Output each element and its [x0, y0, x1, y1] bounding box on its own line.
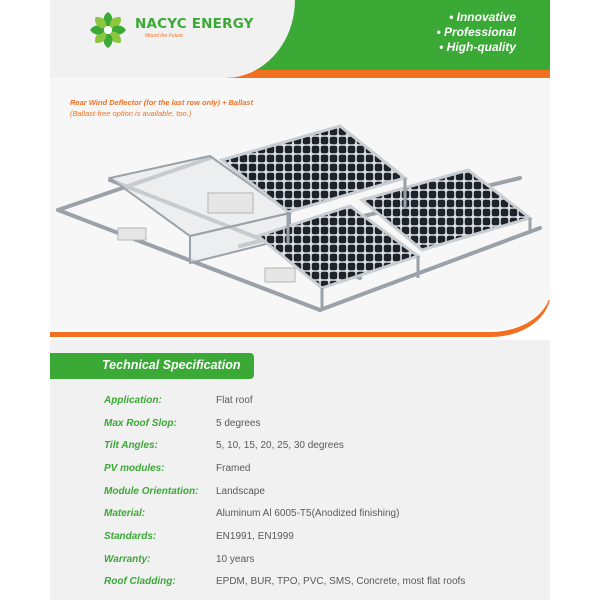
header-banner	[50, 0, 550, 78]
spec-value-module-orientation: Landscape	[216, 486, 265, 497]
leaf-logo-icon	[88, 10, 128, 50]
tagline-high-quality: • High-quality	[439, 40, 516, 54]
spec-value-standards: EN1991, EN1999	[216, 531, 294, 542]
header-logo-area	[50, 0, 295, 78]
tagline-professional: • Professional	[436, 25, 516, 39]
spec-value-roof-cladding: EPDM, BUR, TPO, PVC, SMS, Concrete, most flat roofs	[216, 576, 466, 587]
spec-title: Technical Specification	[102, 358, 241, 372]
flat-roof-solar-mount-illustration	[50, 118, 550, 318]
brand-slogan: Mount the Future	[145, 33, 184, 39]
spec-value-pv-modules: Framed	[216, 463, 251, 474]
spec-label-max-roof-slope: Max Roof Slop:	[104, 418, 177, 429]
spec-label-module-orientation: Module Orientation:	[104, 486, 199, 497]
brand-name: NACYC ENERGY	[135, 16, 254, 32]
spec-value-tilt-angles: 5, 10, 15, 20, 25, 30 degrees	[216, 440, 344, 451]
spec-value-max-roof-slope: 5 degrees	[216, 418, 261, 429]
spec-label-warranty: Warranty:	[104, 554, 151, 565]
spec-value-application: Flat roof	[216, 395, 253, 406]
spec-label-roof-cladding: Roof Cladding:	[104, 576, 176, 587]
spec-value-warranty: 10 years	[216, 554, 255, 565]
tagline-innovative: • Innovative	[449, 10, 516, 24]
spec-label-application: Application:	[104, 395, 162, 406]
illustration-caption: Rear Wind Deflector (for the last row only) + Ballast	[70, 98, 254, 107]
spec-value-material: Aluminum Al 6005-T5(Anodized finishing)	[216, 508, 400, 519]
spec-label-pv-modules: PV modules:	[104, 463, 165, 474]
spec-label-material: Material:	[104, 508, 146, 519]
spec-label-tilt-angles: Tilt Angles:	[104, 440, 158, 451]
illustration-caption-note: (Ballast-free option is available, too.)	[70, 109, 192, 118]
spec-label-standards: Standards:	[104, 531, 157, 542]
